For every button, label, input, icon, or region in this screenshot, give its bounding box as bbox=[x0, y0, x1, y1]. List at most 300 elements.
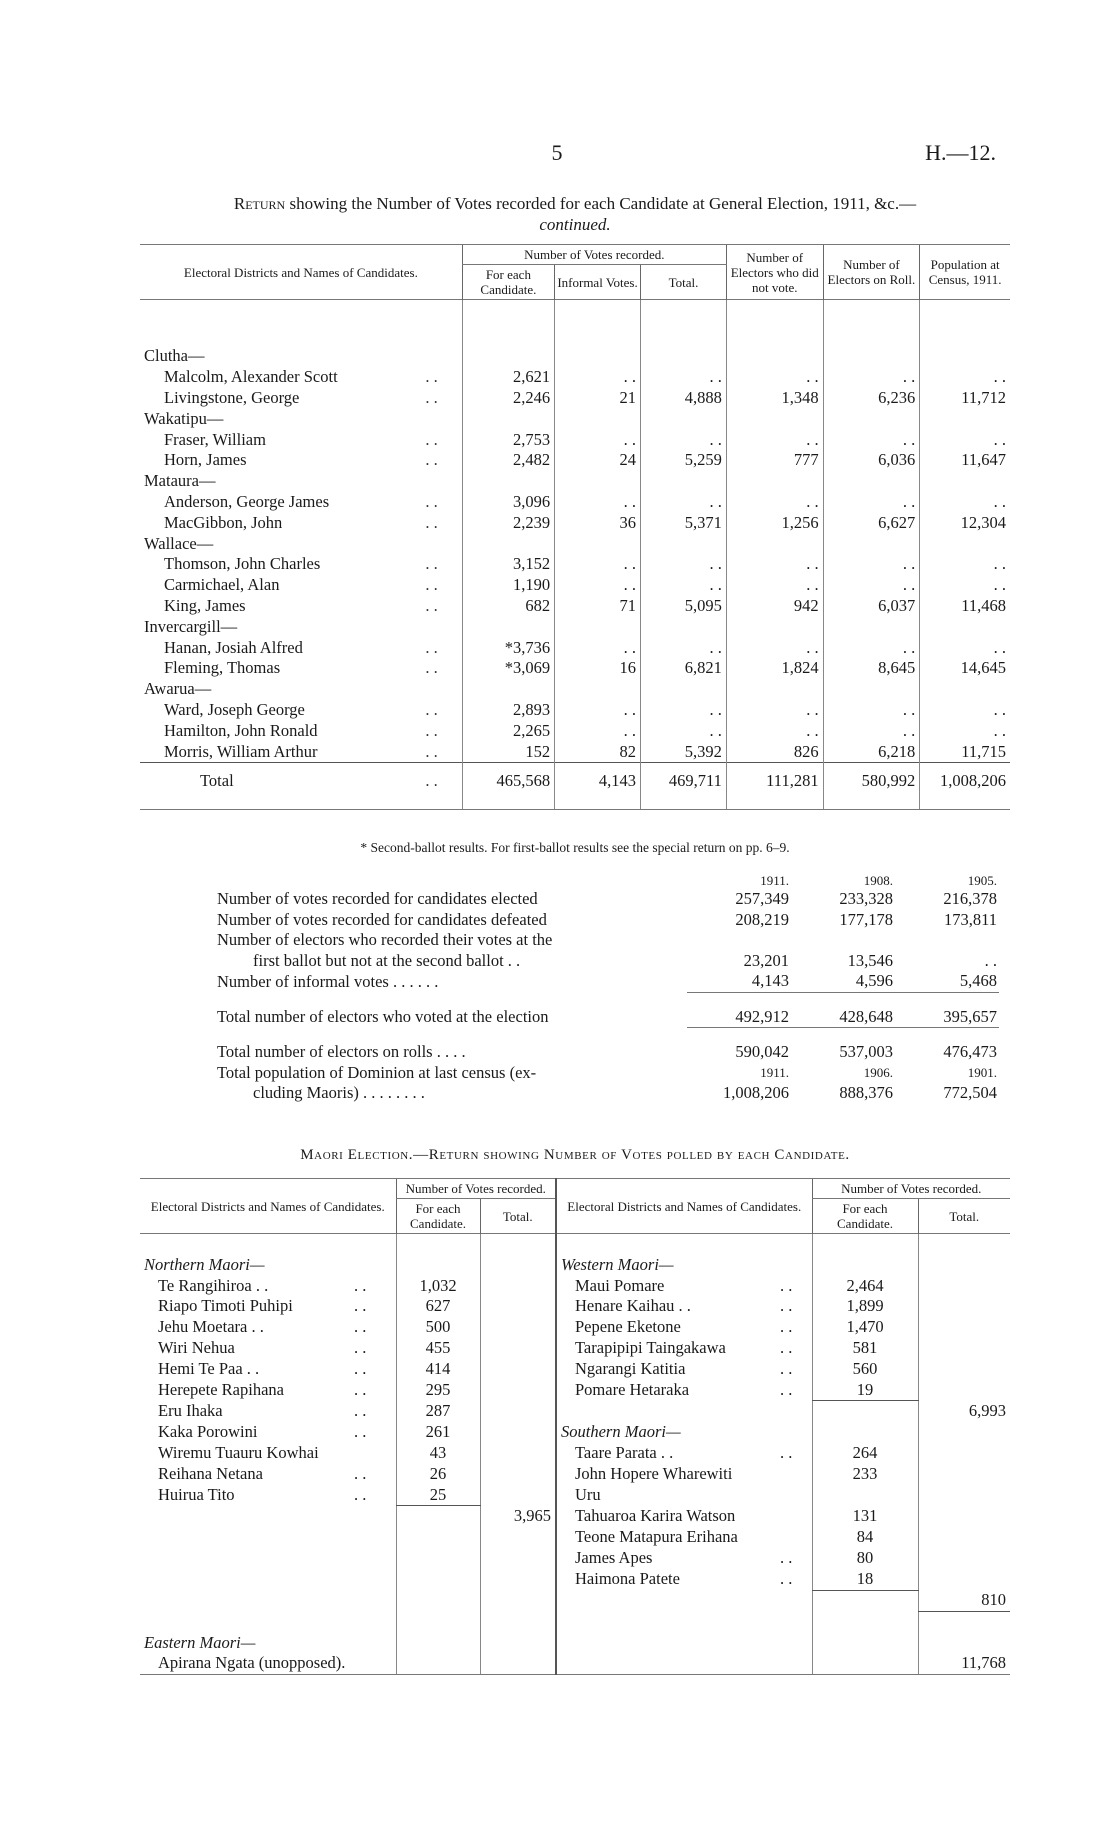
maori-header-total: Total. bbox=[480, 1199, 556, 1234]
header-for-each: For each Candidate. bbox=[462, 265, 554, 300]
leader-dots: . . bbox=[354, 1275, 367, 1295]
candidate-name: Carmichael, Alan bbox=[164, 575, 280, 595]
informal-votes: 82 bbox=[555, 741, 641, 762]
header-population: Population at Census, 1911. bbox=[920, 245, 1010, 300]
maori-row bbox=[140, 1633, 1010, 1654]
maori-row bbox=[140, 1255, 1010, 1276]
maori-row bbox=[140, 1443, 1010, 1464]
leader-dots: . . bbox=[425, 575, 438, 595]
page-number: 5 bbox=[551, 140, 563, 165]
candidate-name: MacGibbon, John bbox=[164, 512, 283, 532]
summary-value: 492,912 bbox=[735, 1006, 789, 1026]
census-population: 11,712 bbox=[920, 388, 1010, 409]
maori-row bbox=[140, 1527, 1010, 1548]
leader-dots: . . bbox=[780, 1442, 793, 1462]
leader-dots: . . bbox=[780, 1317, 793, 1337]
leader-dots: . . bbox=[425, 658, 438, 678]
leader-dots: . . bbox=[780, 1296, 793, 1316]
district-name: Clutha— bbox=[144, 346, 205, 366]
maori-row bbox=[140, 1569, 1010, 1590]
candidate-name: Tahuaroa Karira Watson bbox=[556, 1506, 776, 1527]
summary-label: Number of informal votes . . . . . . bbox=[217, 971, 439, 991]
maori-row bbox=[140, 1380, 1010, 1401]
candidate-name: Ward, Joseph George bbox=[164, 699, 305, 719]
maori-row bbox=[140, 1234, 1010, 1255]
candidate-votes: 2,239 bbox=[462, 512, 554, 533]
candidate-row bbox=[140, 554, 1010, 575]
summary-label: Number of votes recorded for candidates defeated bbox=[217, 909, 547, 929]
total-total: 469,711 bbox=[641, 762, 727, 799]
electors-on-roll: 8,645 bbox=[823, 658, 920, 679]
district-name: Eastern Maori— bbox=[144, 1632, 256, 1652]
census-year: 1901. bbox=[967, 1064, 997, 1080]
candidate-name: Uru bbox=[556, 1485, 776, 1506]
leader-dots: . . bbox=[425, 429, 438, 449]
leader-dots bbox=[776, 1464, 812, 1485]
leader-dots: . . bbox=[354, 1358, 367, 1378]
leader-dots: . . bbox=[425, 595, 438, 615]
informal-votes: 16 bbox=[555, 658, 641, 679]
candidate-votes: 1,032 bbox=[396, 1276, 480, 1297]
footnote: * Second-ballot results. For first-ballot results see the special return on pp. 6–9. bbox=[360, 840, 790, 855]
candidate-votes: 2,482 bbox=[462, 450, 554, 471]
leader-dots: . . bbox=[780, 1358, 793, 1378]
electors-on-roll: 6,627 bbox=[823, 512, 920, 533]
candidate-name: King, James bbox=[164, 595, 246, 615]
candidate-name: Taare Parata . . bbox=[556, 1443, 776, 1464]
maori-header-total: Total. bbox=[918, 1199, 1010, 1234]
candidate-votes: 2,753 bbox=[462, 429, 554, 450]
maori-row bbox=[140, 1653, 1010, 1674]
summary-value: 13,546 bbox=[847, 950, 893, 970]
census-population: 11,715 bbox=[920, 741, 1010, 762]
census-population: 14,645 bbox=[920, 658, 1010, 679]
maori-row bbox=[140, 1464, 1010, 1485]
summary-value: 173,811 bbox=[943, 909, 997, 929]
summary-value: 216,378 bbox=[943, 889, 997, 909]
district-row bbox=[140, 533, 1010, 554]
candidate-row bbox=[140, 741, 1010, 762]
candidate-name: Horn, James bbox=[164, 450, 247, 470]
candidate-votes: 455 bbox=[396, 1338, 480, 1359]
district-row bbox=[140, 471, 1010, 492]
candidate-votes: 3,096 bbox=[462, 492, 554, 513]
maori-row bbox=[140, 1590, 1010, 1611]
candidate-name: Tarapipipi Taingakawa bbox=[556, 1338, 776, 1359]
district-total: 3,965 bbox=[480, 1506, 556, 1527]
candidate-name: James Apes bbox=[556, 1548, 776, 1569]
candidate-name: Haimona Patete bbox=[556, 1569, 776, 1590]
candidate-votes: 414 bbox=[396, 1359, 480, 1380]
maori-header-for-each: For each Candidate. bbox=[812, 1199, 918, 1234]
year-heading: 1905. bbox=[967, 873, 997, 888]
leader-dots: . . bbox=[641, 492, 727, 513]
did-not-vote: 1,348 bbox=[726, 388, 823, 409]
leader-dots: . . bbox=[555, 554, 641, 575]
header-informal: Informal Votes. bbox=[555, 265, 641, 300]
leader-dots: . . bbox=[641, 367, 727, 388]
summary-label: first ballot but not at the second ballot . . bbox=[253, 950, 521, 970]
candidate-name: Fleming, Thomas bbox=[164, 658, 281, 678]
leader-dots: . . bbox=[726, 575, 823, 596]
did-not-vote: 826 bbox=[726, 741, 823, 762]
header-total: Total. bbox=[641, 265, 727, 300]
leader-dots: . . bbox=[425, 367, 438, 387]
total-row bbox=[140, 762, 1010, 799]
leader-dots: . . bbox=[823, 429, 920, 450]
candidate-votes: 682 bbox=[462, 596, 554, 617]
candidate-name: John Hopere Wharewiti bbox=[556, 1464, 776, 1485]
summary-value: 4,596 bbox=[855, 971, 893, 991]
candidate-row bbox=[140, 512, 1010, 533]
district-name: Awarua— bbox=[144, 679, 212, 699]
total-label: Total bbox=[140, 762, 421, 799]
candidate-name: Te Rangihiroa . . bbox=[158, 1275, 269, 1295]
maori-row bbox=[140, 1611, 1010, 1632]
candidate-votes: 295 bbox=[396, 1380, 480, 1401]
header-votes-recorded: Number of Votes recorded. bbox=[462, 245, 726, 265]
candidate-votes: 264 bbox=[812, 1443, 918, 1464]
candidate-row bbox=[140, 596, 1010, 617]
leader-dots: . . bbox=[780, 1379, 793, 1399]
summary-label: Number of electors who recorded their votes at the bbox=[217, 930, 553, 950]
candidate-votes: 80 bbox=[812, 1548, 918, 1569]
title-text: showing the Number of Votes recorded for each Candidate at General Election, 1911, &c.— bbox=[285, 194, 917, 213]
leader-dots: . . bbox=[780, 1275, 793, 1295]
candidate-name: Teone Matapura Erihana bbox=[556, 1527, 776, 1548]
candidate-votes bbox=[812, 1485, 918, 1506]
leader-dots: . . bbox=[425, 720, 438, 740]
document-reference: H.—12. bbox=[925, 140, 996, 165]
leader-dots bbox=[776, 1527, 812, 1548]
electors-on-roll: 6,236 bbox=[823, 388, 920, 409]
leader-dots: . . bbox=[823, 554, 920, 575]
candidate-votes: 43 bbox=[396, 1443, 480, 1464]
total-votes: 5,371 bbox=[641, 512, 727, 533]
candidate-votes: *3,069 bbox=[462, 658, 554, 679]
maori-row bbox=[140, 1296, 1010, 1317]
leader-dots: . . bbox=[354, 1463, 367, 1483]
candidate-name: Wiremu Tuauru Kowhai bbox=[158, 1442, 319, 1462]
candidate-votes: 1,190 bbox=[462, 575, 554, 596]
leader-dots: . . bbox=[421, 762, 462, 799]
candidate-votes: 2,464 bbox=[812, 1276, 918, 1297]
leader-dots bbox=[776, 1506, 812, 1527]
candidate-name: Kaka Porowini bbox=[158, 1422, 258, 1442]
maori-header-votes-right: Number of Votes recorded. bbox=[812, 1179, 1010, 1199]
leader-dots: . . bbox=[823, 637, 920, 658]
leader-dots: . . bbox=[726, 700, 823, 721]
summary-value: 177,178 bbox=[839, 909, 893, 929]
maori-row bbox=[140, 1338, 1010, 1359]
total-on-roll: 580,992 bbox=[823, 762, 920, 799]
did-not-vote: 777 bbox=[726, 450, 823, 471]
title-continued: continued. bbox=[539, 215, 611, 234]
candidate-votes: 3,152 bbox=[462, 554, 554, 575]
summary-value: 5,468 bbox=[959, 971, 997, 991]
candidate-name: Ngarangi Katitia bbox=[556, 1359, 776, 1380]
census-population: 11,468 bbox=[920, 596, 1010, 617]
maori-election-table bbox=[140, 1178, 1010, 1675]
maori-row bbox=[140, 1276, 1010, 1297]
leader-dots: . . bbox=[555, 575, 641, 596]
candidate-votes: 19 bbox=[812, 1380, 918, 1401]
candidate-votes: 25 bbox=[396, 1485, 480, 1506]
header-on-roll: Number of Electors on Roll. bbox=[823, 245, 920, 300]
maori-header-districts-right: Electoral Districts and Names of Candidates. bbox=[556, 1179, 812, 1234]
summary-value: 4,143 bbox=[751, 971, 789, 991]
did-not-vote: 942 bbox=[726, 596, 823, 617]
candidate-row bbox=[140, 720, 1010, 741]
candidate-row bbox=[140, 429, 1010, 450]
candidate-name: Riapo Timoti Puhipi bbox=[158, 1296, 293, 1316]
leader-dots: . . bbox=[555, 700, 641, 721]
leader-dots: . . bbox=[726, 554, 823, 575]
district-name: Southern Maori— bbox=[556, 1422, 812, 1443]
leader-dots: . . bbox=[823, 575, 920, 596]
candidate-votes: 2,246 bbox=[462, 388, 554, 409]
electors-on-roll: 6,036 bbox=[823, 450, 920, 471]
summary-label: cluding Maoris) . . . . . . . . bbox=[253, 1083, 425, 1103]
candidate-name: Eru Ihaka bbox=[158, 1400, 223, 1420]
leader-dots: . . bbox=[425, 554, 438, 574]
leader-dots: . . bbox=[726, 367, 823, 388]
candidate-votes: 560 bbox=[812, 1359, 918, 1380]
candidate-name: Reihana Netana bbox=[158, 1463, 263, 1483]
leader-dots: . . bbox=[425, 491, 438, 511]
candidate-row bbox=[140, 575, 1010, 596]
maori-row bbox=[140, 1422, 1010, 1443]
total-votes: 4,888 bbox=[641, 388, 727, 409]
summary-value: . . bbox=[984, 950, 997, 970]
page-title bbox=[140, 193, 1010, 235]
candidate-name: Malcolm, Alexander Scott bbox=[164, 367, 338, 387]
candidate-name: Hanan, Josiah Alfred bbox=[164, 637, 303, 657]
leader-dots: . . bbox=[780, 1547, 793, 1567]
candidate-name: Maui Pomare bbox=[556, 1276, 776, 1297]
candidate-votes: 627 bbox=[396, 1296, 480, 1317]
candidate-row bbox=[140, 388, 1010, 409]
electors-on-roll: 6,037 bbox=[823, 596, 920, 617]
leader-dots: . . bbox=[354, 1379, 367, 1399]
did-not-vote: 1,256 bbox=[726, 512, 823, 533]
leader-dots: . . bbox=[555, 637, 641, 658]
leader-dots: . . bbox=[726, 720, 823, 741]
informal-votes: 24 bbox=[555, 450, 641, 471]
summary-label: Total number of electors on rolls . . . . bbox=[217, 1042, 466, 1062]
maori-header-districts-left: Electoral Districts and Names of Candidates. bbox=[140, 1179, 396, 1234]
title-lead: Return bbox=[233, 194, 286, 213]
candidate-votes: 26 bbox=[396, 1464, 480, 1485]
informal-votes: 36 bbox=[555, 512, 641, 533]
leader-dots: . . bbox=[354, 1337, 367, 1357]
candidate-name: Pepene Eketone bbox=[556, 1317, 776, 1338]
leader-dots: . . bbox=[823, 700, 920, 721]
leader-dots: . . bbox=[920, 720, 1010, 741]
leader-dots: . . bbox=[354, 1296, 367, 1316]
candidate-votes: 500 bbox=[396, 1317, 480, 1338]
candidate-name: Hemi Te Paa . . bbox=[158, 1358, 260, 1378]
leader-dots: . . bbox=[641, 575, 727, 596]
candidate-votes: 84 bbox=[812, 1527, 918, 1548]
leader-dots: . . bbox=[641, 554, 727, 575]
census-year: 1906. bbox=[863, 1064, 893, 1080]
leader-dots: . . bbox=[354, 1484, 367, 1504]
summary-value: 428,648 bbox=[839, 1006, 893, 1026]
table-bottom bbox=[140, 799, 1010, 810]
candidate-votes: 18 bbox=[812, 1569, 918, 1590]
summary-label: Number of votes recorded for candidates elected bbox=[217, 889, 538, 909]
maori-row bbox=[140, 1485, 1010, 1506]
did-not-vote: 1,824 bbox=[726, 658, 823, 679]
district-row bbox=[140, 346, 1010, 367]
summary-value: 23,201 bbox=[743, 950, 789, 970]
leader-dots: . . bbox=[920, 575, 1010, 596]
summary-value: 1,008,206 bbox=[723, 1083, 789, 1103]
summary-value: 257,349 bbox=[735, 889, 789, 909]
district-row bbox=[140, 616, 1010, 637]
summary-label: Total number of electors who voted at the election bbox=[217, 1007, 549, 1026]
candidate-row bbox=[140, 367, 1010, 388]
candidate-row bbox=[140, 658, 1010, 679]
leader-dots: . . bbox=[780, 1337, 793, 1357]
maori-row bbox=[140, 1317, 1010, 1338]
candidate-name: Morris, William Arthur bbox=[164, 741, 318, 761]
general-election-table bbox=[140, 244, 1010, 810]
maori-election-title: Maori Election.—Return showing Number of Votes polled by each Candidate. bbox=[300, 1147, 850, 1163]
district-name: Northern Maori— bbox=[144, 1254, 265, 1274]
leader-dots: . . bbox=[823, 492, 920, 513]
candidate-votes: 131 bbox=[812, 1506, 918, 1527]
leader-dots bbox=[776, 1485, 812, 1506]
total-votes: 5,259 bbox=[641, 450, 727, 471]
maori-row bbox=[140, 1506, 1010, 1527]
year-heading: 1911. bbox=[760, 873, 789, 888]
candidate-votes: 2,265 bbox=[462, 720, 554, 741]
leader-dots: . . bbox=[425, 450, 438, 470]
candidate-row bbox=[140, 450, 1010, 471]
district-row bbox=[140, 679, 1010, 700]
summary-value: 395,657 bbox=[943, 1006, 997, 1026]
candidate-votes: 1,899 bbox=[812, 1296, 918, 1317]
candidate-name: Huirua Tito bbox=[158, 1484, 235, 1504]
summary-value: 233,328 bbox=[839, 889, 893, 909]
leader-dots: . . bbox=[726, 637, 823, 658]
leader-dots: . . bbox=[555, 367, 641, 388]
maori-row bbox=[140, 1359, 1010, 1380]
total-votes: 5,392 bbox=[641, 741, 727, 762]
candidate-name: Herepete Rapihana bbox=[158, 1379, 284, 1399]
district-row bbox=[140, 408, 1010, 429]
summary-value: 590,042 bbox=[735, 1042, 789, 1062]
total-informal: 4,143 bbox=[555, 762, 641, 799]
leader-dots: . . bbox=[555, 429, 641, 450]
total-did-not-vote: 111,281 bbox=[726, 762, 823, 799]
leader-dots: . . bbox=[641, 637, 727, 658]
maori-header-votes-left: Number of Votes recorded. bbox=[396, 1179, 556, 1199]
leader-dots: . . bbox=[425, 741, 438, 761]
leader-dots: . . bbox=[425, 637, 438, 657]
district-total: 810 bbox=[918, 1590, 1010, 1611]
leader-dots: . . bbox=[354, 1422, 367, 1442]
candidate-votes: 152 bbox=[462, 741, 554, 762]
candidate-name: Henare Kaihau . . bbox=[556, 1296, 776, 1317]
district-name: Western Maori— bbox=[556, 1255, 812, 1276]
total-population: 1,008,206 bbox=[920, 762, 1010, 799]
candidate-votes: 287 bbox=[396, 1401, 480, 1422]
leader-dots bbox=[350, 1443, 396, 1464]
total-votes: 5,095 bbox=[641, 596, 727, 617]
summary-value: 888,376 bbox=[839, 1083, 893, 1103]
header-districts: Electoral Districts and Names of Candidates. bbox=[140, 245, 462, 300]
informal-votes: 71 bbox=[555, 596, 641, 617]
summary-table bbox=[215, 873, 999, 1104]
candidate-name: Jehu Moetara . . bbox=[158, 1317, 264, 1337]
census-population: 11,647 bbox=[920, 450, 1010, 471]
leader-dots: . . bbox=[726, 429, 823, 450]
leader-dots: . . bbox=[726, 492, 823, 513]
summary-value: 208,219 bbox=[735, 909, 789, 929]
leader-dots: . . bbox=[780, 1568, 793, 1588]
maori-header-for-each: For each Candidate. bbox=[396, 1199, 480, 1234]
candidate-votes: 233 bbox=[812, 1464, 918, 1485]
candidate-name: Pomare Hetaraka bbox=[556, 1380, 776, 1401]
informal-votes: 21 bbox=[555, 388, 641, 409]
leader-dots: . . bbox=[920, 700, 1010, 721]
candidate-votes: *3,736 bbox=[462, 637, 554, 658]
spacer-row bbox=[140, 300, 1010, 347]
header-did-not-vote: Number of Electors who did not vote. bbox=[726, 245, 823, 300]
total-votes: 6,821 bbox=[641, 658, 727, 679]
leader-dots: . . bbox=[641, 700, 727, 721]
district-total: 6,993 bbox=[918, 1401, 1010, 1422]
year-heading: 1908. bbox=[863, 873, 893, 888]
leader-dots: . . bbox=[354, 1400, 367, 1420]
district-name: Wallace— bbox=[144, 533, 214, 553]
maori-row bbox=[140, 1401, 1010, 1422]
summary-value: 772,504 bbox=[943, 1083, 997, 1103]
candidate-name: Apirana Ngata (unopposed). bbox=[140, 1653, 396, 1674]
leader-dots: . . bbox=[823, 720, 920, 741]
leader-dots: . . bbox=[641, 720, 727, 741]
candidate-votes: 261 bbox=[396, 1422, 480, 1443]
summary-value: 537,003 bbox=[839, 1042, 893, 1062]
leader-dots: . . bbox=[641, 429, 727, 450]
leader-dots: . . bbox=[555, 492, 641, 513]
district-name: Wakatipu— bbox=[144, 408, 224, 428]
census-year: 1911. bbox=[760, 1064, 789, 1080]
summary-label: Total population of Dominion at last census (ex- bbox=[217, 1062, 537, 1082]
candidate-votes: 2,621 bbox=[462, 367, 554, 388]
candidate-name: Wiri Nehua bbox=[158, 1337, 235, 1357]
summary-value: 476,473 bbox=[943, 1042, 997, 1062]
candidate-votes: 1,470 bbox=[812, 1317, 918, 1338]
candidate-row bbox=[140, 700, 1010, 721]
leader-dots: . . bbox=[920, 492, 1010, 513]
leader-dots: . . bbox=[425, 387, 438, 407]
candidate-votes: 2,893 bbox=[462, 700, 554, 721]
candidate-name: Fraser, William bbox=[164, 429, 266, 449]
district-name: Invercargill— bbox=[144, 616, 238, 636]
district-name: Mataura— bbox=[144, 471, 216, 491]
electors-on-roll: 6,218 bbox=[823, 741, 920, 762]
leader-dots: . . bbox=[920, 554, 1010, 575]
grand-total: 11,768 bbox=[918, 1653, 1010, 1674]
leader-dots: . . bbox=[555, 720, 641, 741]
candidate-row bbox=[140, 637, 1010, 658]
leader-dots: . . bbox=[920, 637, 1010, 658]
leader-dots: . . bbox=[920, 429, 1010, 450]
